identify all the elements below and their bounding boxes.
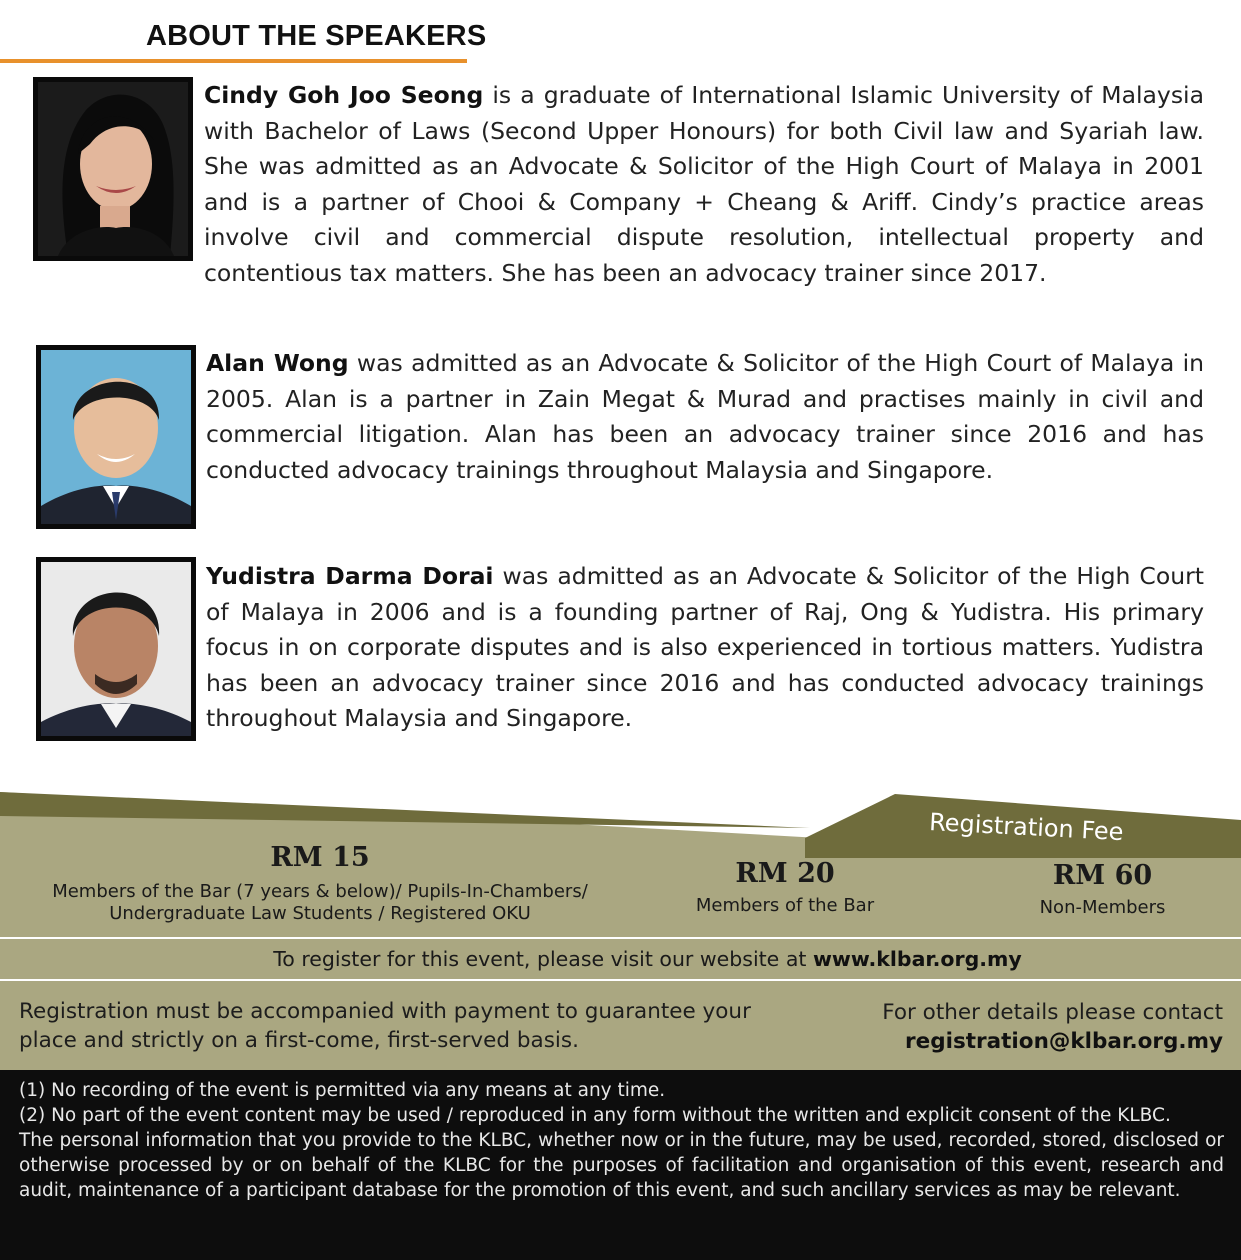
register-website-line (0, 947, 1241, 971)
fee-description: Members of the Bar (695, 895, 875, 916)
payment-note-line: place and strictly on a first-come, first-served basis. (19, 1028, 579, 1053)
register-text: To register for this event, please visit our website at (273, 947, 813, 971)
fee-description: Members of the Bar (7 years & below)/ Pupils-In-Chambers/ (52, 881, 588, 902)
speaker-bio-text: was admitted as an Advocate & Solicitor of the High Court of Malaya in 2006 and is a founding partner of Raj, Ong & Yudistra. His primary focus in on corporate disputes and is also experienced in tortious matters. Yudistra has been an advocacy trainer since 2016 and has conducted advocacy trainings throughout Malaysia and Singapore. (206, 562, 1204, 732)
disclaimer-box (0, 1070, 1241, 1260)
fee-description: Non-Members (1039, 897, 1166, 918)
contact-email[interactable]: registration@klbar.org.my (905, 1029, 1223, 1054)
speaker-bio-yudistra (206, 559, 1204, 737)
page-heading: ABOUT THE SPEAKERS (146, 20, 487, 52)
payment-note-line: Registration must be accompanied with payment to guarantee your (19, 999, 751, 1024)
speaker-bio-cindy (36, 78, 1204, 291)
fee-amount: RM 15 (270, 842, 370, 873)
payment-note (19, 997, 751, 1055)
privacy-notice: The personal information that you provide to the KLBC, whether now or in the future, may be used, recorded, stored, disclosed or otherwise processed by or on behalf of the KLBC for the purposes of facilitation and organisation of this event, research and audit, maintenance of a participant database for the promotion of this event, and such ancillary services as may be relevant. (19, 1130, 1224, 1201)
fee-amount: RM 60 (1052, 860, 1153, 891)
fee-rm60 (990, 860, 1215, 919)
speaker-name: Alan Wong (206, 349, 349, 377)
fee-amount: RM 20 (735, 858, 835, 889)
contact-info (882, 998, 1223, 1056)
speaker-name: Yudistra Darma Dorai (206, 562, 494, 590)
speaker-bio-alan (36, 346, 1204, 531)
fee-rm15 (40, 842, 600, 925)
disclaimer-line: (1) No recording of the event is permitted via any means at any time. (19, 1080, 666, 1101)
registration-fee-title: Registration Fee (928, 808, 1125, 847)
fee-description: Undergraduate Law Students / Registered OKU (109, 903, 531, 924)
contact-label: For other details please contact (882, 1000, 1223, 1025)
speaker-bio-text: is a graduate of International Islamic University of Malaysia with Bachelor of Laws (Second Upper Honours) for both Civil law and Syariah law. She was admitted as an Advocate & Solicitor of the High Court of Malaya in 2001 and is a partner of Chooi & Company + Cheang & Ariff. Cindy’s practice areas involve civil and commercial dispute resolution, intellectual property and contentious tax matters. She has been an advocacy trainer since 2017. (204, 81, 1204, 287)
divider (0, 937, 1241, 939)
heading-underline (0, 59, 467, 63)
speaker-bio-text: was admitted as an Advocate & Solicitor of the High Court of Malaya in 2005. Alan is a partner in Zain Megat & Murad and practises mainly in civil and commercial litigation. Alan has been an advocacy trainer since 2016 and has conducted advocacy trainings throughout Malaysia and Singapore. (206, 349, 1205, 484)
speaker-name: Cindy Goh Joo Seong (204, 81, 484, 109)
speaker-photo-yudistra (36, 557, 196, 741)
fee-rm20 (670, 858, 900, 917)
divider (0, 979, 1241, 981)
website-link[interactable]: www.klbar.org.my (812, 947, 1022, 971)
disclaimer-line: (2) No part of the event content may be used / reproduced in any form without the written and explicit consent of the KLBC. (19, 1105, 1171, 1126)
